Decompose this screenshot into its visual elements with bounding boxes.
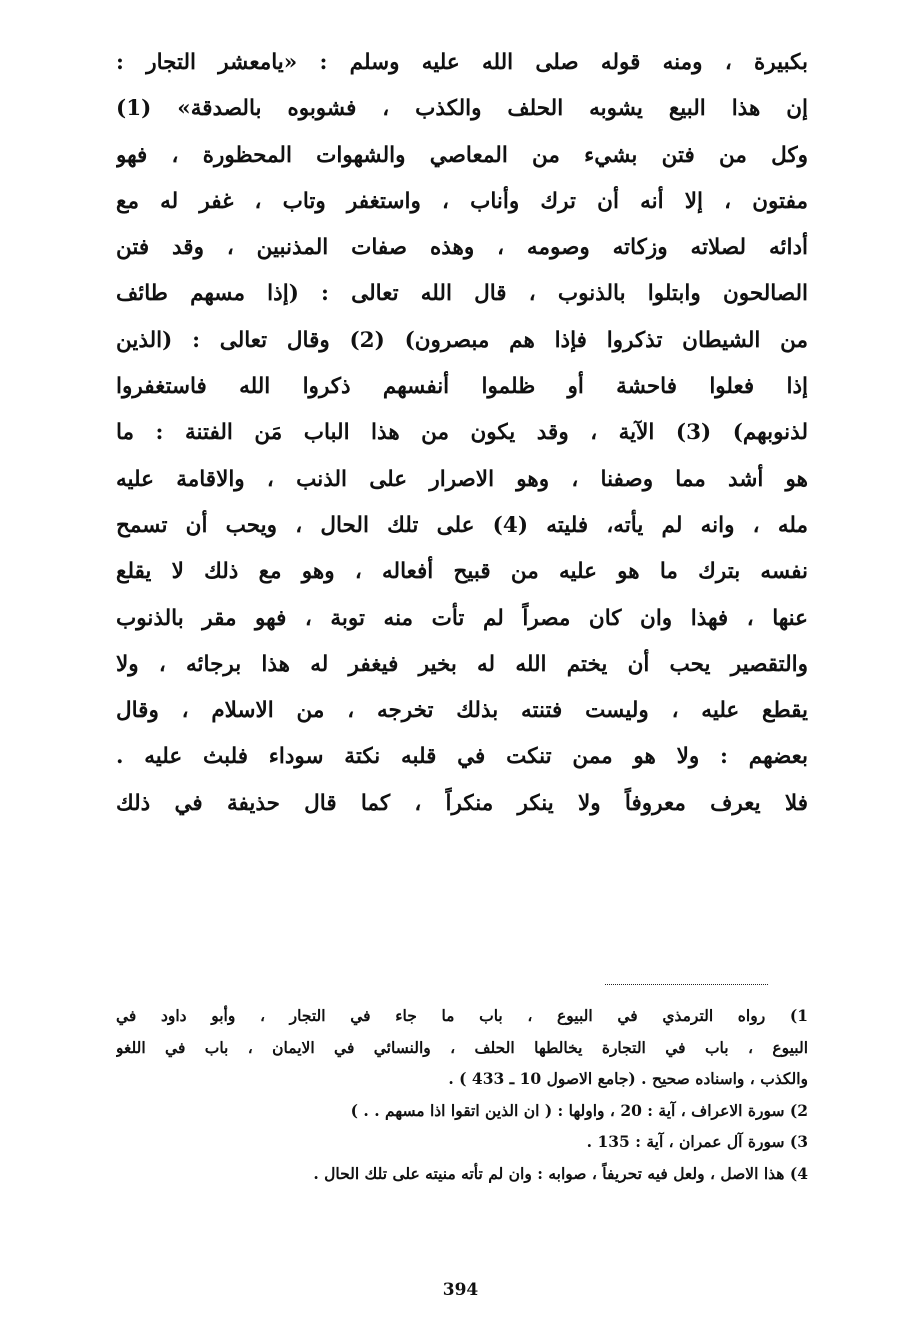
- text-line: عنها ، فهذا وان كان مصراً لم تأت منه توبة ، فهو مقر بالذنوب: [116, 605, 808, 631]
- footnote-line: البيوع ، باب في التجارة يخالطها الحلف ، والنسائي في الايمان ، باب في اللغو: [116, 1037, 808, 1057]
- page-number: 394: [442, 1280, 479, 1300]
- text-line: والتقصير يحب أن يختم الله له بخير فيغفر له هذا برجائه ، ولا: [116, 651, 808, 677]
- text-line: مله ، وانه لم يأته، فليته (4) على تلك الحال ، ويحب أن تسمح: [116, 512, 808, 538]
- footnote-line: 4) هذا الاصل ، ولعل فيه تحريفاً ، صوابه : وان لم تأته منيته على تلك الحال .: [313, 1163, 808, 1183]
- text-line: بكبيرة ، ومنه قوله صلى الله عليه وسلم : «يامعشر التجار :: [116, 50, 808, 75]
- text-line: إذا فعلوا فاحشة أو ظلموا أنفسهم ذكروا الله فاستغفروا: [116, 374, 808, 400]
- text-line: فلا يعرف معروفاً ولا ينكر منكراً ، كما قال حذيفة في ذلك: [116, 790, 808, 816]
- text-line: مفتون ، إلا أنه أن ترك وأناب ، واستغفر وتاب ، غفر له مع: [116, 188, 808, 214]
- text-line: يقطع عليه ، وليست فتنته بذلك تخرجه ، من الاسلام ، وقال: [116, 698, 808, 724]
- text-line: من الشيطان تذكروا فإذا هم مبصرون) (2) وقال تعالى : (الذين: [116, 327, 808, 353]
- text-line: هو أشد مما وصفنا ، وهو الاصرار على الذنب ، والاقامة عليه: [116, 466, 808, 492]
- text-line: إن هذا البيع يشوبه الحلف والكذب ، فشوبوه بالصدقة» (1): [116, 96, 808, 122]
- footnote-line: 3) سورة آل عمران ، آية : 135 .: [586, 1132, 808, 1151]
- text-line: لذنوبهم) (3) الآية ، وقد يكون من هذا الباب مَن الفتنة : ما: [116, 420, 808, 446]
- text-line: وكل من فتن بشيء من المعاصي والشهوات المحظورة ، فهو: [116, 142, 808, 168]
- footnote-line: 1) رواه الترمذي في البيوع ، باب ما جاء في التجار ، وأبو داود في: [116, 1006, 808, 1025]
- footnote-line: والكذب ، واسناده صحيح . (جامع الاصول 10 ـ 433 ) .: [448, 1069, 808, 1088]
- text-line: نفسه بترك ما هو عليه من قبيح أفعاله ، وهو مع ذلك لا يقلع: [116, 559, 808, 585]
- text-line: أدائه لصلاته وزكاته وصومه ، وهذه صفات المذنبين ، وقد فتن: [116, 235, 808, 261]
- text-line: بعضهم : ولا هو ممن تنكت في قلبه نكتة سوداء فلبث عليه .: [116, 744, 808, 770]
- footnote-divider: [605, 984, 768, 985]
- main-text-block: [116, 40, 808, 827]
- footnote-line: 2) سورة الاعراف ، آية : 20 ، واولها : ( ان الذين اتقوا اذا مسهم . . ): [350, 1100, 808, 1120]
- footnotes-block: [116, 1000, 808, 1189]
- text-line: الصالحون وابتلوا بالذنوب ، قال الله تعالى : (إذا مسهم طائف: [116, 281, 808, 307]
